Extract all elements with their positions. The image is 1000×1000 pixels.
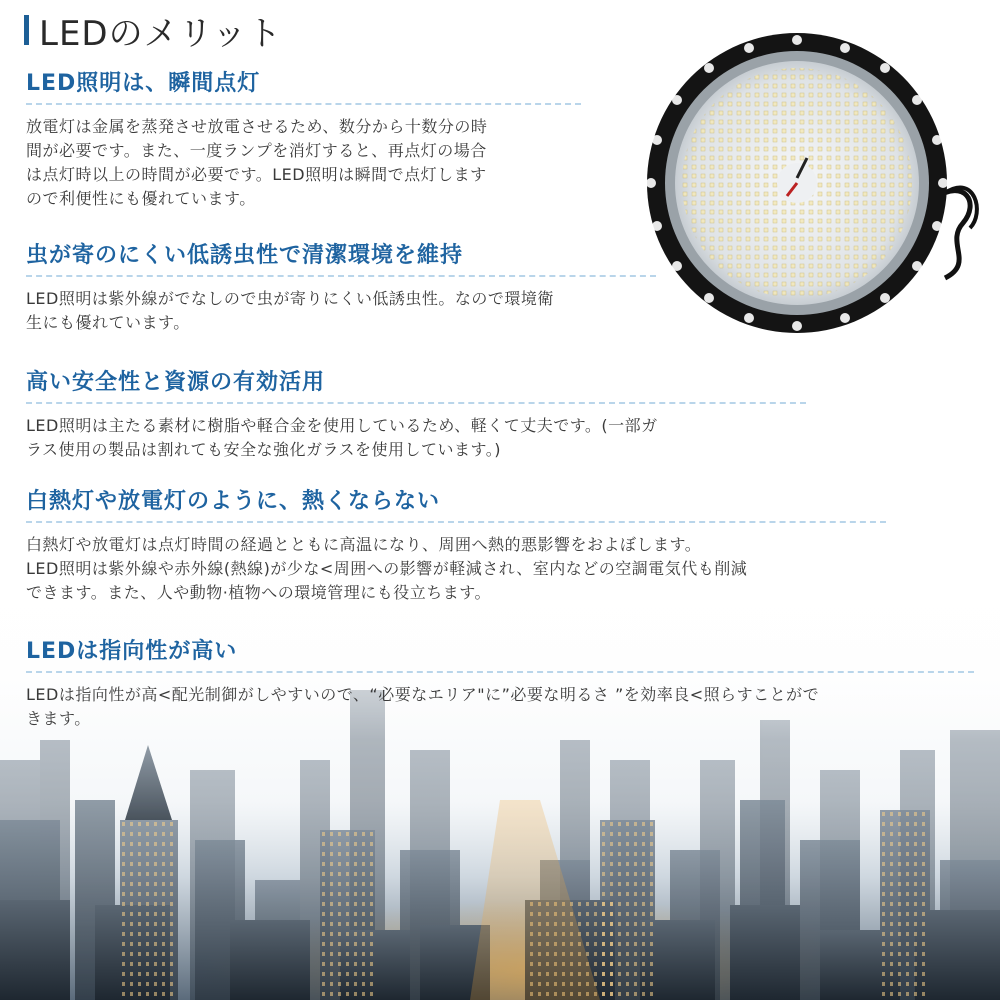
body-line: LEDは指向性が高<配光制御がしやすいので、“必要なエリア"に”必要な明るさ ”を効率良<照らすことがで — [26, 685, 820, 704]
section-body — [26, 533, 886, 605]
body-line: 間が必要です。また、一度ランプを消灯すると、再点灯の場合 — [26, 141, 487, 160]
section-divider — [26, 275, 656, 277]
body-line: できます。また、人や動物·植物への環境管理にも役立ちます。 — [26, 583, 492, 602]
section-body — [26, 287, 656, 335]
section-divider — [26, 521, 886, 523]
body-line: ので利便性にも優れています。 — [26, 189, 256, 208]
section-divider — [26, 103, 581, 105]
section-safety-resources — [26, 365, 806, 462]
section-divider — [26, 402, 806, 404]
led-high-bay-light-image — [645, 28, 985, 338]
body-line: LED照明は主たる素材に樹脂や軽合金を使用しているため、軽くて丈夫です。(一部ガ — [26, 416, 658, 435]
body-line: ラス使用の製品は割れても安全な強化ガラスを使用しています。) — [26, 440, 502, 459]
section-divider — [26, 671, 974, 673]
page-header — [24, 8, 282, 52]
section-body — [26, 683, 974, 731]
body-line: 放電灯は金属を蒸発させ放電させるため、数分から十数分の時 — [26, 117, 488, 136]
section-heading: LED照明は、瞬間点灯 — [26, 71, 261, 96]
body-line: きます。 — [26, 709, 91, 728]
section-heading: 白熱灯や放電灯のように、熱くならない — [26, 489, 441, 514]
section-heading: 虫が寄のにくい低誘虫性で清潔環境を維持 — [26, 243, 464, 268]
section-low-insect-attraction — [26, 238, 656, 335]
body-line: LED照明は紫外線がでなしので虫が寄りにくい低誘虫性。なので環境衛 — [26, 289, 554, 308]
title-accent-bar — [24, 15, 29, 45]
page-title: LEDのメリット — [39, 13, 283, 54]
section-heading: LEDは指向性が高い — [26, 639, 238, 664]
section-heading: 高い安全性と資源の有効活用 — [26, 370, 326, 395]
section-instant-lighting — [26, 66, 581, 211]
body-line: 白熱灯や放電灯は点灯時間の経過とともに高温になり、周囲へ熱的悪影響をおよぼします。 — [26, 535, 702, 554]
section-body — [26, 414, 806, 462]
body-line: LED照明は紫外線や赤外線(熱線)が少な<周囲への影響が軽減され、室内などの空調電気代も削減 — [26, 559, 748, 578]
body-line: は点灯時以上の時間が必要です。LED照明は瞬間で点灯します — [26, 165, 487, 184]
section-high-directivity — [26, 634, 974, 731]
body-line: 生にも優れています。 — [26, 313, 190, 332]
section-no-heat — [26, 484, 886, 605]
section-body — [26, 115, 581, 211]
